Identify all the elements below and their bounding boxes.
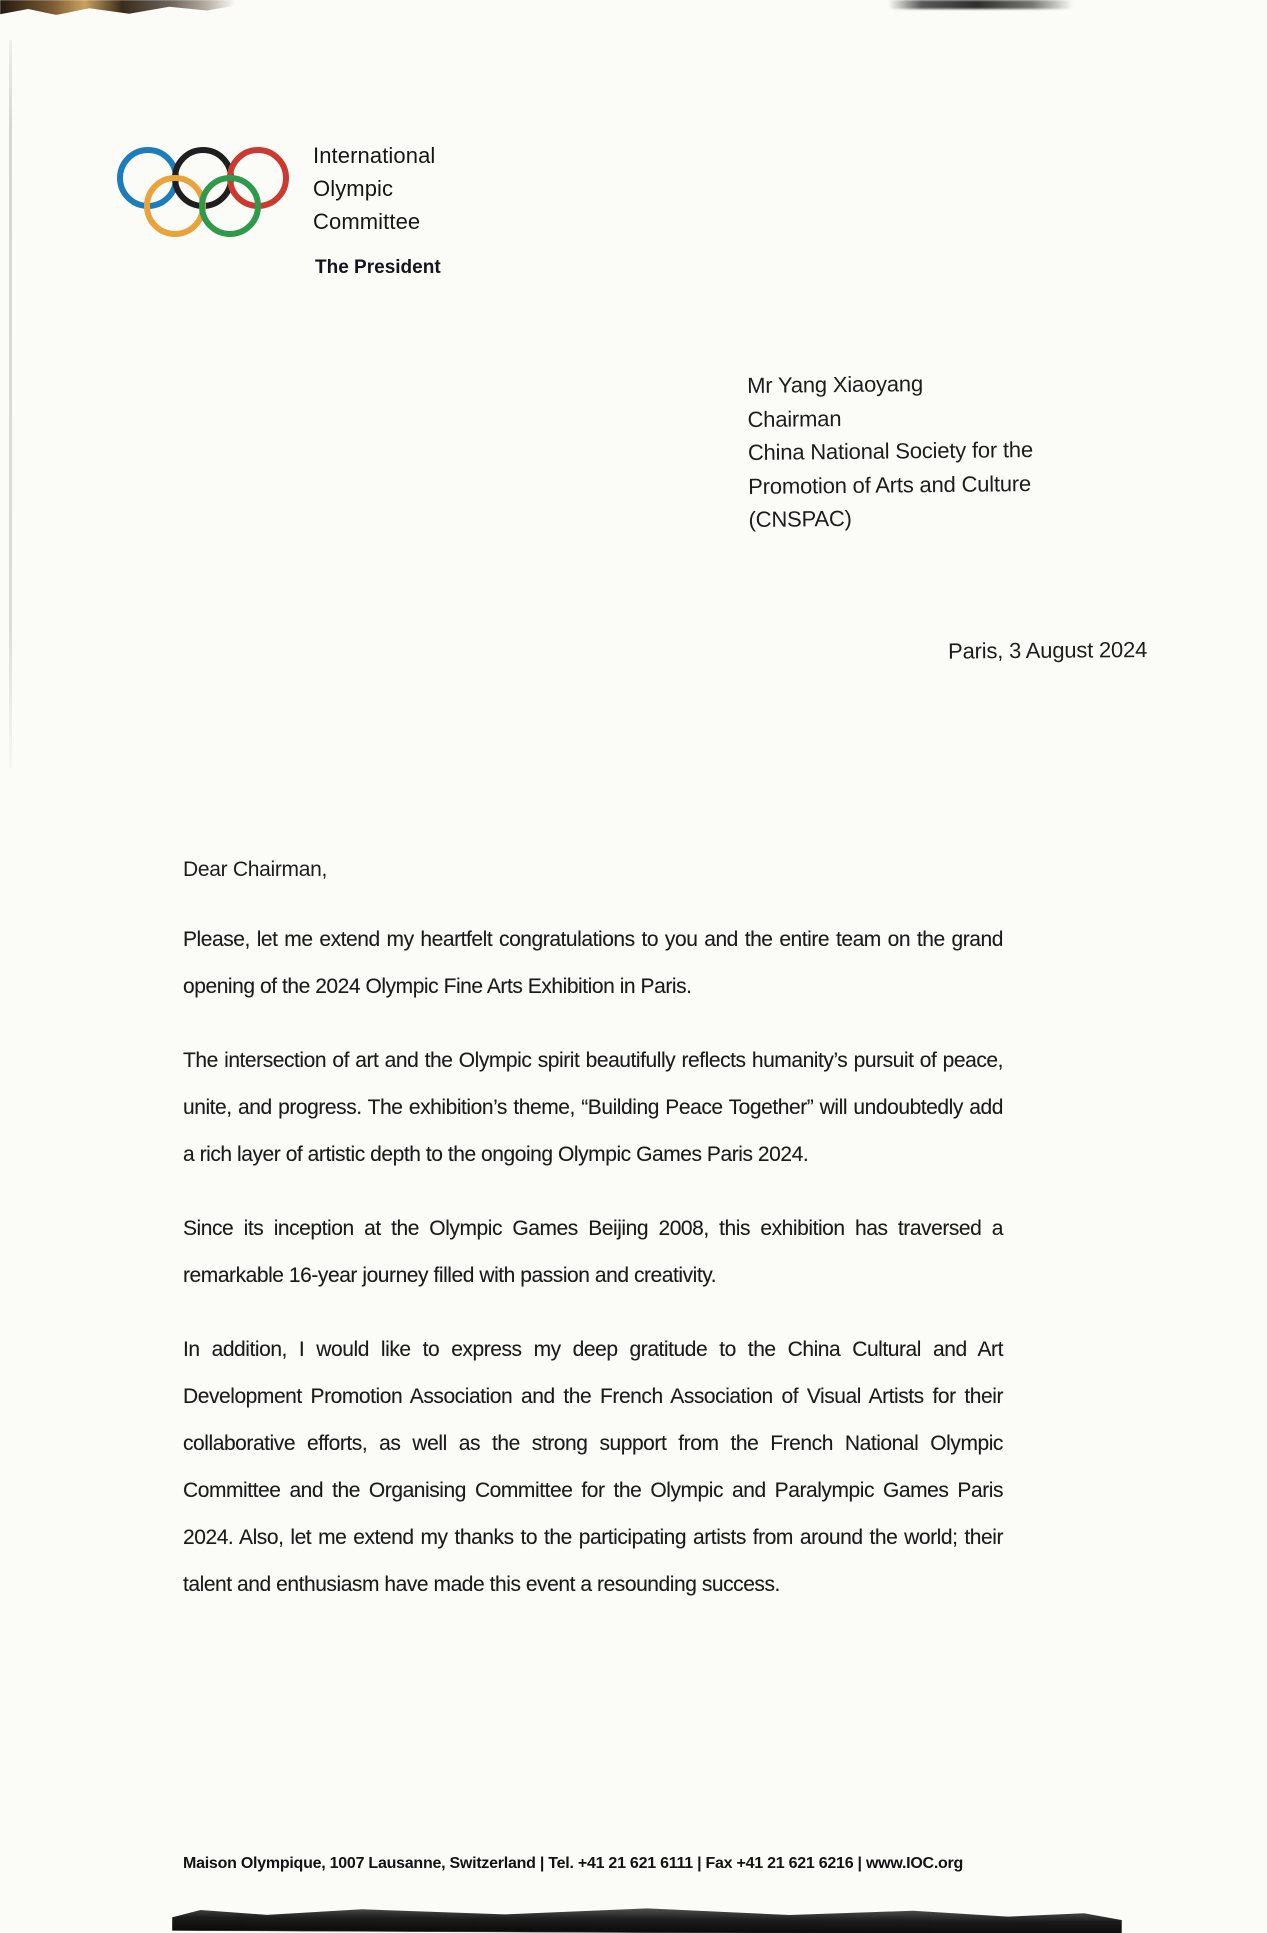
recipient-name: Mr Yang Xiaoyang bbox=[747, 371, 924, 398]
letter-footer bbox=[183, 1855, 1043, 1873]
scan-artifact-top-left bbox=[0, 0, 235, 15]
dateline: Paris, 3 August 2024 bbox=[947, 637, 1148, 664]
footer-contact-line: Maison Olympique, 1007 Lausanne, Switzerland | Tel. +41 21 621 6111 | Fax +41 21 621 6216 | www.IOC.org bbox=[183, 1855, 964, 1872]
body-paragraph-4: In addition, I would like to express my deep gratitude to the China Cultural and Art Development Promotion Association and the French Association of Visual Artists for their collaborative efforts, as well as the strong support from the French National Olympic Committee and the Organising Committee for the Olympic and Paralympic Games Paris 2024. Also, let me extend my thanks to the participating artists from around the world; their talent and enthusiasm have made this event a resounding success. bbox=[183, 1338, 1003, 1596]
scan-artifact-top-right bbox=[888, 0, 1073, 9]
org-name-line-1: International bbox=[313, 143, 436, 168]
recipient-org-abbr: (CNSPAC) bbox=[748, 505, 852, 532]
org-name-line-3: Committee bbox=[313, 209, 421, 234]
olympic-ring-green-icon bbox=[199, 175, 261, 237]
body-paragraph-2: The intersection of art and the Olympic spirit beautifully reflects humanity’s pursuit of peace, unite, and progress. The exhibition’s theme, “Building Peace Together” will undoubtedly add a rich layer of artistic depth to the ongoing Olympic Games Paris 2024. bbox=[183, 1049, 1003, 1166]
body-paragraph-3: Since its inception at the Olympic Games Beijing 2008, this exhibition has traversed a remarkable 16-year journey filled with passion and creativity. bbox=[183, 1217, 1003, 1287]
recipient-title: Chairman bbox=[747, 405, 842, 432]
recipient-org-line1: China National Society for the bbox=[747, 437, 1034, 465]
salutation: Dear Chairman, bbox=[183, 858, 328, 881]
olympic-rings-logo bbox=[117, 147, 290, 237]
body-paragraph-1: Please, let me extend my heartfelt congratulations to you and the entire team on the grand opening of the 2024 Olympic Fine Arts Exhibition in Paris. bbox=[183, 928, 1003, 998]
recipient-address bbox=[747, 366, 1034, 536]
sender-title: The President bbox=[315, 257, 441, 278]
letter-body bbox=[183, 846, 1003, 1635]
scan-artifact-bottom-bar bbox=[172, 1901, 1122, 1933]
org-name-line-2: Olympic bbox=[313, 176, 394, 201]
scan-artifact-left-edge bbox=[9, 40, 12, 768]
org-name bbox=[313, 139, 435, 238]
recipient-org-line2: Promotion of Arts and Culture bbox=[748, 470, 1032, 499]
olympic-ring-yellow-icon bbox=[144, 175, 206, 237]
